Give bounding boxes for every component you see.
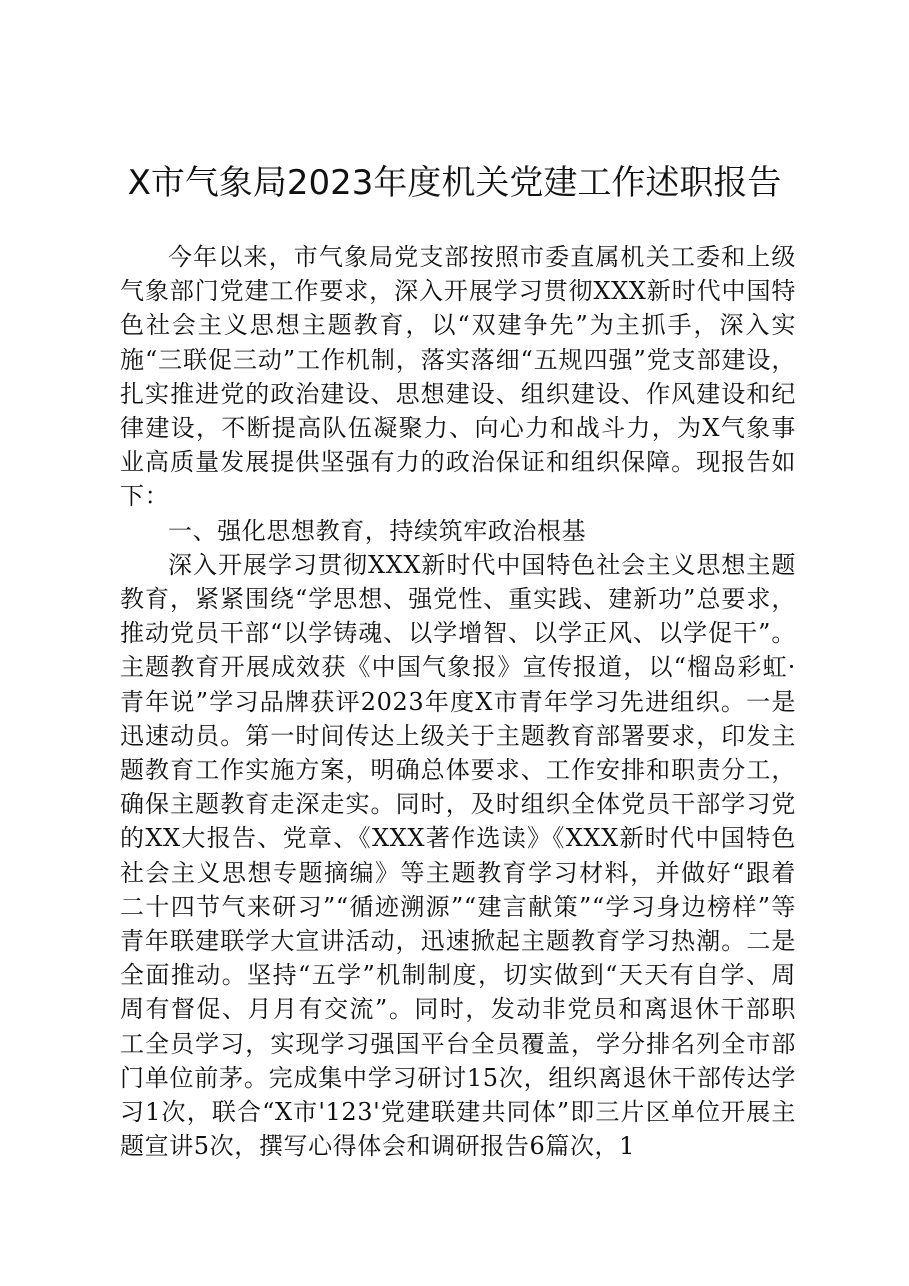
document-title: X市气象局2023年度机关党建工作述职报告 [127, 163, 782, 203]
section-heading: 一、强化思想教育，持续筑牢政治根基 [168, 516, 587, 545]
document-body [120, 240, 796, 1163]
section-paragraph: 深入开展学习贯彻XXX新时代中国特色社会主义思想主题教育，紧紧围绕“学思想、强党性、重实践、建新功”总要求，推动党员干部“以学铸魂、以学增智、以学正风、以学促干”。主题教育开展成效获《中国气象报》宣传报道，以“榴岛彩虹·青年说”学习品牌获评2023年度X市青年学习先进组织。一是迅速动员。第一时间传达上级关于主题教育部署要求，印发主题教育工作实施方案，明确总体要求、工作安排和职责分工，确保主题教育走深走实。同时，及时组织全体党员干部学习党的XX大报告、党章、《XXX著作选读》《XXX新时代中国特色社会主义思想专题摘编》等主题教育学习材料，并做好“跟着二十四节气来研习”“循迹溯源”“建言献策”“学习身边榜样”等青年联建联学大宣讲活动，迅速掀起主题教育学习热潮。二是全面推动。坚持“五学”机制制度，切实做到“天天有自学、周周有督促、月月有交流”。同时，发动非党员和离退休干部职工全员学习，实现学习强国平台全员覆盖，学分排名列全市部门单位前茅。完成集中学习研讨15次，组织离退休干部传达学习1次，联合“X市'123'党建联建共同体”即三片区单位开展主题宣讲5次，撰写心得体会和调研报告6篇次，1 [120, 550, 796, 1161]
intro-paragraph: 今年以来，市气象局党支部按照市委直属机关工委和上级气象部门党建工作要求，深入开展学习贯彻XXX新时代中国特色社会主义思想主题教育，以“双建争先”为主抓手，深入实施“三联促三动”工作机制，落实落细“五规四强”党支部建设，扎实推进党的政治建设、思想建设、组织建设、作风建设和纪律建设，不断提高队伍凝聚力、向心力和战斗力，为X气象事业高质量发展提供坚强有力的政治保证和组织保障。现报告如下： [120, 243, 796, 511]
